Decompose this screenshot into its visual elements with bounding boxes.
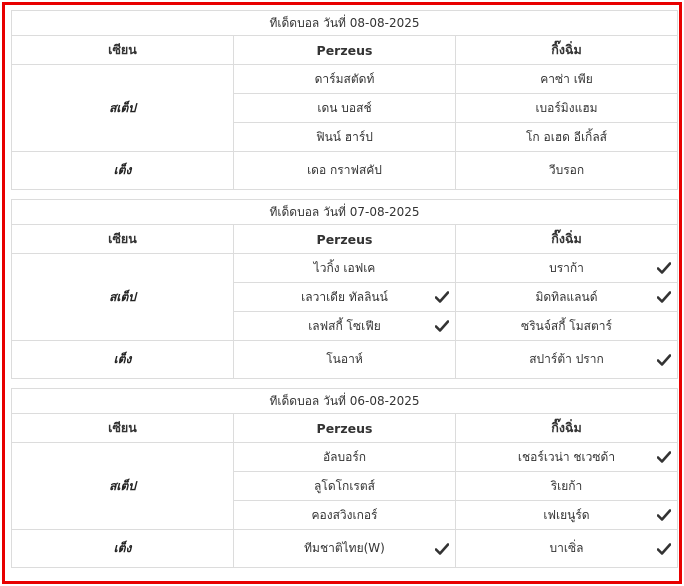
kingchim-pick [456, 530, 678, 568]
team-name: เดน บอสช์ [317, 100, 372, 115]
tips-table [11, 388, 678, 568]
column-header-kingchim: กิ๊งฉิ่ม [456, 36, 678, 65]
checkmark-icon [657, 354, 671, 366]
kingchim-pick [456, 65, 678, 94]
perzeus-pick [234, 501, 456, 530]
checkmark-icon [657, 262, 671, 274]
perzeus-pick [234, 94, 456, 123]
team-name: ริเยก้า [550, 478, 583, 493]
column-header-kingchim: กิ๊งฉิ่ม [456, 414, 678, 443]
team-name: ลูโดโกเรตส์ [314, 478, 375, 493]
single-label: เต็ง [12, 341, 234, 379]
checkmark-icon [657, 543, 671, 555]
kingchim-pick [456, 341, 678, 379]
step-label: สเต็ป [12, 443, 234, 530]
step-label: สเต็ป [12, 254, 234, 341]
kingchim-pick [456, 283, 678, 312]
perzeus-pick [234, 530, 456, 568]
team-name: ทีมชาติไทย(W) [304, 541, 385, 555]
checkmark-icon [657, 291, 671, 303]
perzeus-pick [234, 312, 456, 341]
team-name: บราก้า [549, 260, 584, 275]
team-name: สปาร์ต้า ปราก [529, 352, 604, 366]
kingchim-pick [456, 123, 678, 152]
perzeus-pick [234, 283, 456, 312]
kingchim-pick [456, 94, 678, 123]
single-label: เต็ง [12, 530, 234, 568]
step-label: สเต็ป [12, 65, 234, 152]
perzeus-pick [234, 341, 456, 379]
team-name: คองสวิงเกอร์ [311, 507, 378, 522]
team-name: เชอร์เวน่า ชเวซด้า [517, 449, 616, 464]
perzeus-pick [234, 152, 456, 190]
tips-table [11, 10, 678, 190]
checkmark-icon [657, 509, 671, 521]
team-name: ฟินน์ ฮาร์ป [316, 129, 373, 144]
kingchim-pick [456, 312, 678, 341]
table-row [12, 152, 678, 190]
column-header-kingchim: กิ๊งฉิ่ม [456, 225, 678, 254]
column-header-expert: เซียน [12, 36, 234, 65]
team-name: ซรินจ์สกี้ โมสตาร์ [521, 318, 612, 333]
tips-table [11, 199, 678, 379]
table-row [12, 443, 678, 472]
column-header-perzeus: Perzeus [234, 225, 456, 254]
single-label: เต็ง [12, 152, 234, 190]
column-header-perzeus: Perzeus [234, 36, 456, 65]
team-name: เดอ กราฟสคัป [307, 163, 382, 177]
table-title: ทีเด็ดบอล วันที่ 06-08-2025 [12, 389, 678, 414]
table-row [12, 65, 678, 94]
checkmark-icon [435, 291, 449, 303]
team-name: มิดทิลแลนด์ [535, 289, 598, 304]
column-header-perzeus: Perzeus [234, 414, 456, 443]
table-title: ทีเด็ดบอล วันที่ 08-08-2025 [12, 11, 678, 36]
perzeus-pick [234, 254, 456, 283]
table-row [12, 254, 678, 283]
checkmark-icon [657, 451, 671, 463]
team-name: โก อเฮด อีเกิ้ลส์ [525, 129, 608, 144]
perzeus-pick [234, 123, 456, 152]
kingchim-pick [456, 443, 678, 472]
kingchim-pick [456, 152, 678, 190]
perzeus-pick [234, 472, 456, 501]
team-name: วีบรอก [548, 163, 585, 177]
team-name: โนอาห์ [326, 352, 363, 366]
kingchim-pick [456, 254, 678, 283]
team-name: ไวกิ้ง เอฟเค [313, 260, 376, 275]
column-header-expert: เซียน [12, 414, 234, 443]
table-row [12, 341, 678, 379]
kingchim-pick [456, 501, 678, 530]
checkmark-icon [435, 320, 449, 332]
team-name: บาเซิ่ล [549, 541, 584, 555]
table-title: ทีเด็ดบอล วันที่ 07-08-2025 [12, 200, 678, 225]
kingchim-pick [456, 472, 678, 501]
checkmark-icon [435, 543, 449, 555]
perzeus-pick [234, 65, 456, 94]
column-header-expert: เซียน [12, 225, 234, 254]
team-name: เลวาเดีย ทัลลินน์ [301, 289, 388, 304]
team-name: เบอร์มิงแฮม [535, 100, 598, 115]
team-name: เฟเยนูร์ด [543, 507, 590, 522]
team-name: ดาร์มสตัดท์ [314, 71, 375, 86]
table-row [12, 530, 678, 568]
perzeus-pick [234, 443, 456, 472]
team-name: อัลบอร์ก [322, 449, 367, 464]
team-name: คาซ่า เพีย [540, 71, 593, 86]
team-name: เลฟสกี้ โซเฟีย [308, 318, 381, 333]
